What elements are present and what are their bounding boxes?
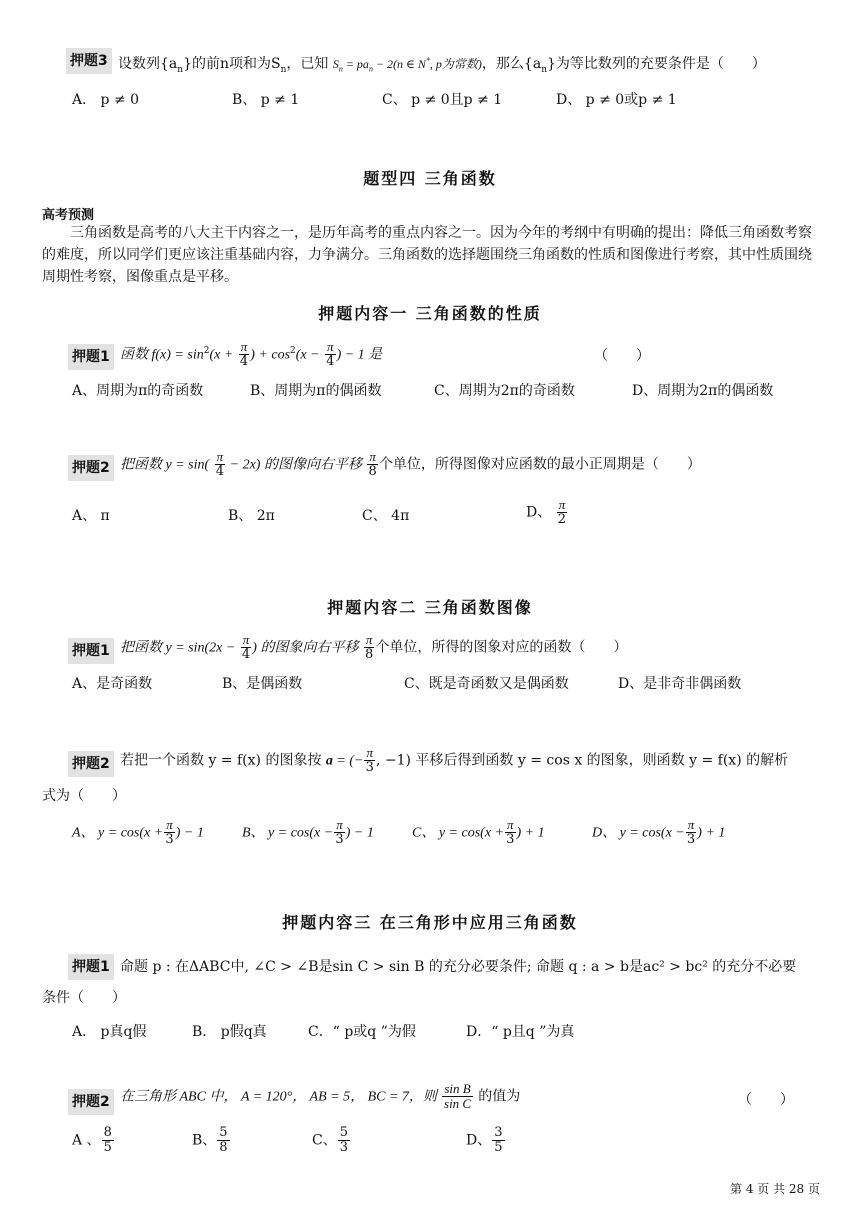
stem-part: ) 的图象向右平移 xyxy=(252,640,359,656)
denominator: 2 xyxy=(557,512,567,527)
option-label: B、 xyxy=(192,1132,217,1149)
denominator: 4 xyxy=(239,354,249,369)
question-stem xyxy=(120,746,788,775)
option-a: A． p真q假 xyxy=(72,1024,147,1040)
section-title: 题型四 三角函数 xyxy=(363,169,497,188)
option-a xyxy=(72,818,204,847)
option-b: B、周期为π的偶函数 xyxy=(250,383,382,399)
fraction-pi-over-2 xyxy=(557,498,568,527)
option-d: D、是非奇非偶函数 xyxy=(618,676,742,692)
fraction-pi-over-4 xyxy=(215,450,226,479)
question-stem: 设数列$\{a_n\}$的前n项和为$S_n$，已知 $S_n = pa_n - 2(n$ ∈ N*, p为常数)，那么$\{a_n\}$为等比数列的充要条件是（ ） xyxy=(118,56,766,75)
stem-part: 若把一个函数 y = f(x) 的图象按 xyxy=(120,752,322,769)
question-stem-cont: 条件（ ） xyxy=(42,990,126,1006)
question-tag: 押题2 xyxy=(68,1089,114,1115)
option-text: ) − 1 xyxy=(175,825,204,841)
numerator: sin B xyxy=(444,1081,471,1096)
option-label: C、 xyxy=(312,1132,337,1149)
option-a: A、周期为π的奇函数 xyxy=(72,383,204,399)
numerator: π xyxy=(558,497,566,512)
denominator: 3 xyxy=(339,1140,348,1155)
question-tag: 押题1 xyxy=(68,638,114,664)
option-c: C、 4π xyxy=(362,508,410,524)
option-c: C、既是奇函数又是偶函数 xyxy=(404,676,569,692)
stem-part: ，那么{a xyxy=(481,56,542,72)
question-stem-cont: 式为（ ） xyxy=(42,788,126,804)
fraction-pi-over-3 xyxy=(364,746,375,775)
option-b: B、 2π xyxy=(228,508,275,524)
denominator: 8 xyxy=(365,647,374,662)
denominator: 3 xyxy=(365,760,374,775)
forecast-label: 高考预测 xyxy=(42,208,95,223)
option-text: ) − 1 xyxy=(345,825,374,841)
denominator: 8 xyxy=(368,464,377,479)
formula-part: S xyxy=(332,57,339,71)
numerator: π xyxy=(369,449,376,464)
numerator: 5 xyxy=(339,1125,348,1140)
option-b: B、 p ≠ 1 xyxy=(232,92,300,108)
fraction-value xyxy=(338,1126,350,1155)
numerator: π xyxy=(687,817,695,832)
stem-part: 在三角形 ABC 中， A = 120°， AB = 5， BC = 7，则 xyxy=(120,1089,437,1105)
option-d xyxy=(526,498,568,527)
numerator: π xyxy=(166,817,173,832)
stem-part: − 2x) 的图像向右平移 xyxy=(226,457,362,473)
denominator: 4 xyxy=(326,354,335,369)
stem-part: 个单位，所得的图象对应的函数（ ） xyxy=(375,639,628,656)
stem-part: = (− xyxy=(332,753,364,769)
stem-part: 把函数 y = sin(2x − xyxy=(120,640,236,656)
denominator: 5 xyxy=(494,1140,503,1155)
fraction-pi-over-4 xyxy=(325,340,336,369)
question-stem xyxy=(120,450,701,479)
option-a: A、是奇函数 xyxy=(72,676,153,692)
stem-part: ) + cos xyxy=(250,347,291,363)
option-b: B． p假q真 xyxy=(192,1024,267,1040)
denominator: 8 xyxy=(219,1140,228,1155)
fraction-pi-over-4 xyxy=(241,633,252,662)
option-text: B、 y = cos(x − xyxy=(242,825,334,841)
question-tag: 押题1 xyxy=(68,344,114,370)
option-d xyxy=(592,818,725,847)
denominator: 3 xyxy=(165,832,174,847)
question-stem: 函数 $f(x) = \sin^2(x$ + $\frac{\pi}{4}$ ) + $\cos^2(x$ − $\frac{\pi}{4}$ ) − 1 是 xyxy=(120,339,383,369)
option-text: ) + 1 xyxy=(516,825,545,841)
option-b: B、是偶函数 xyxy=(222,676,303,692)
fraction-value xyxy=(492,1126,504,1155)
stem-part: 的值为 xyxy=(478,1088,521,1105)
option-label: D、 xyxy=(526,504,552,521)
stem-part: ，已知 xyxy=(286,56,329,72)
numerator: π xyxy=(216,449,224,464)
denominator: sin C xyxy=(444,1096,472,1111)
answer-paren: （ ） xyxy=(738,1092,794,1108)
fraction-pi-over-8 xyxy=(367,450,378,479)
question-tag: 押题2 xyxy=(68,751,114,777)
option-d: D．“ p且q ”为真 xyxy=(466,1024,575,1040)
formula: $S_n = pa_n - 2(n$ ∈ N*, p为常数) xyxy=(332,56,482,74)
stem-part: , −1) 平移后得到函数 y = cos x 的图象，则函数 y = f(x) 的解析 xyxy=(375,752,789,769)
numerator: 5 xyxy=(219,1125,228,1140)
fraction-value xyxy=(217,1126,229,1155)
stem-part: 设数列{a xyxy=(118,56,178,72)
stem-part: ) − 1 是 xyxy=(336,347,383,363)
numerator: π xyxy=(365,632,373,647)
question-tag: 押题1 xyxy=(68,954,114,980)
fraction-pi-over-4 xyxy=(239,340,250,369)
option-label: A 、 xyxy=(72,1132,101,1149)
numerator: 8 xyxy=(103,1125,112,1140)
option-label: D、 xyxy=(466,1132,492,1149)
option-a xyxy=(72,1126,115,1155)
numerator: π xyxy=(506,817,514,832)
fraction-pi-over-3 xyxy=(505,818,516,847)
option-a: A． p ≠ 0 xyxy=(72,92,140,108)
part1-title: 押题内容一 三角函数的性质 xyxy=(318,304,542,323)
fraction-value xyxy=(102,1126,114,1155)
option-d: D、 p ≠ 0或p ≠ 1 xyxy=(556,92,677,108)
option-d xyxy=(466,1126,506,1155)
stem-part: (x − xyxy=(295,347,320,363)
fraction-pi-over-8 xyxy=(364,633,375,662)
denominator: 3 xyxy=(506,832,515,847)
denominator: 4 xyxy=(215,464,225,479)
fraction-pi-over-3 xyxy=(686,818,697,847)
option-b xyxy=(192,1126,231,1155)
numerator: π xyxy=(366,745,373,760)
fraction-pi-over-3 xyxy=(164,818,175,847)
forecast-paragraph: 三角函数是高考的八大主干内容之一，是历年高考的重点内容之一。因为今年的考纲中有明确的提出：降低三角函数考察的难度，所以同学们更应该注重基础内容，力争满分。三角函数的选择题围绕三角函数的性质和图像进行考察，其中性质围绕周期性考察，图像重点是平移。 xyxy=(42,225,812,285)
stem-part: 函数 f(x) = sin xyxy=(120,347,204,363)
formula-part: , p为常数) xyxy=(429,57,482,71)
formula-part: − 2(n ∈ N xyxy=(372,57,426,71)
option-c: C．“ p或q ”为假 xyxy=(308,1024,416,1040)
part2-title: 押题内容二 三角函数图像 xyxy=(327,598,533,617)
option-text: ) + 1 xyxy=(697,825,726,841)
part3-title: 押题内容三 在三角形中应用三角函数 xyxy=(282,913,578,932)
question-stem: 命题 p : 在ΔABC中, ∠C > ∠B是sin C > sin B 的充分必要条件; 命题 q : a > b是ac² > bc² 的充分不必要 xyxy=(120,959,797,975)
vector-a: a xyxy=(325,753,333,769)
numerator: π xyxy=(240,339,248,354)
option-c xyxy=(412,818,545,847)
option-text: D、 y = cos(x − xyxy=(592,825,685,841)
question-stem xyxy=(120,633,627,662)
stem-part: }的前n项和为S xyxy=(183,56,281,72)
stem-part: (x + xyxy=(209,347,234,363)
question-stem xyxy=(120,1082,520,1111)
option-text: A、 y = cos(x + xyxy=(72,825,164,841)
denominator: 5 xyxy=(103,1140,112,1155)
denominator: 4 xyxy=(241,647,251,662)
fraction-sinB-over-sinC xyxy=(442,1082,472,1111)
stem-part: 个单位，所得图像对应函数的最小正周期是（ ） xyxy=(378,456,701,473)
answer-paren: （ ） xyxy=(594,348,650,364)
numerator: 3 xyxy=(494,1125,503,1140)
fraction-pi-over-3 xyxy=(334,818,345,847)
option-c: C、周期为2π的奇函数 xyxy=(434,383,575,399)
stem-part: 把函数 y = sin( xyxy=(120,457,210,473)
option-text: C、 y = cos(x + xyxy=(412,825,504,841)
question-tag: 押题2 xyxy=(68,455,114,481)
option-d: D、周期为2π的偶函数 xyxy=(632,383,774,399)
numerator: π xyxy=(327,339,334,354)
denominator: 3 xyxy=(686,832,696,847)
option-c: C、 p ≠ 0且p ≠ 1 xyxy=(382,92,503,108)
stem-part: }为等比数列的充要条件是（ ） xyxy=(546,56,766,72)
question-tag: 押题3 xyxy=(66,48,112,74)
option-b xyxy=(242,818,374,847)
option-a: A、 π xyxy=(72,508,110,524)
option-c xyxy=(312,1126,351,1155)
page-footer: 第 4 页 共 28 页 xyxy=(730,1182,820,1196)
denominator: 3 xyxy=(335,832,344,847)
numerator: π xyxy=(242,632,250,647)
formula-part: = pa xyxy=(342,57,369,71)
numerator: π xyxy=(336,817,343,832)
